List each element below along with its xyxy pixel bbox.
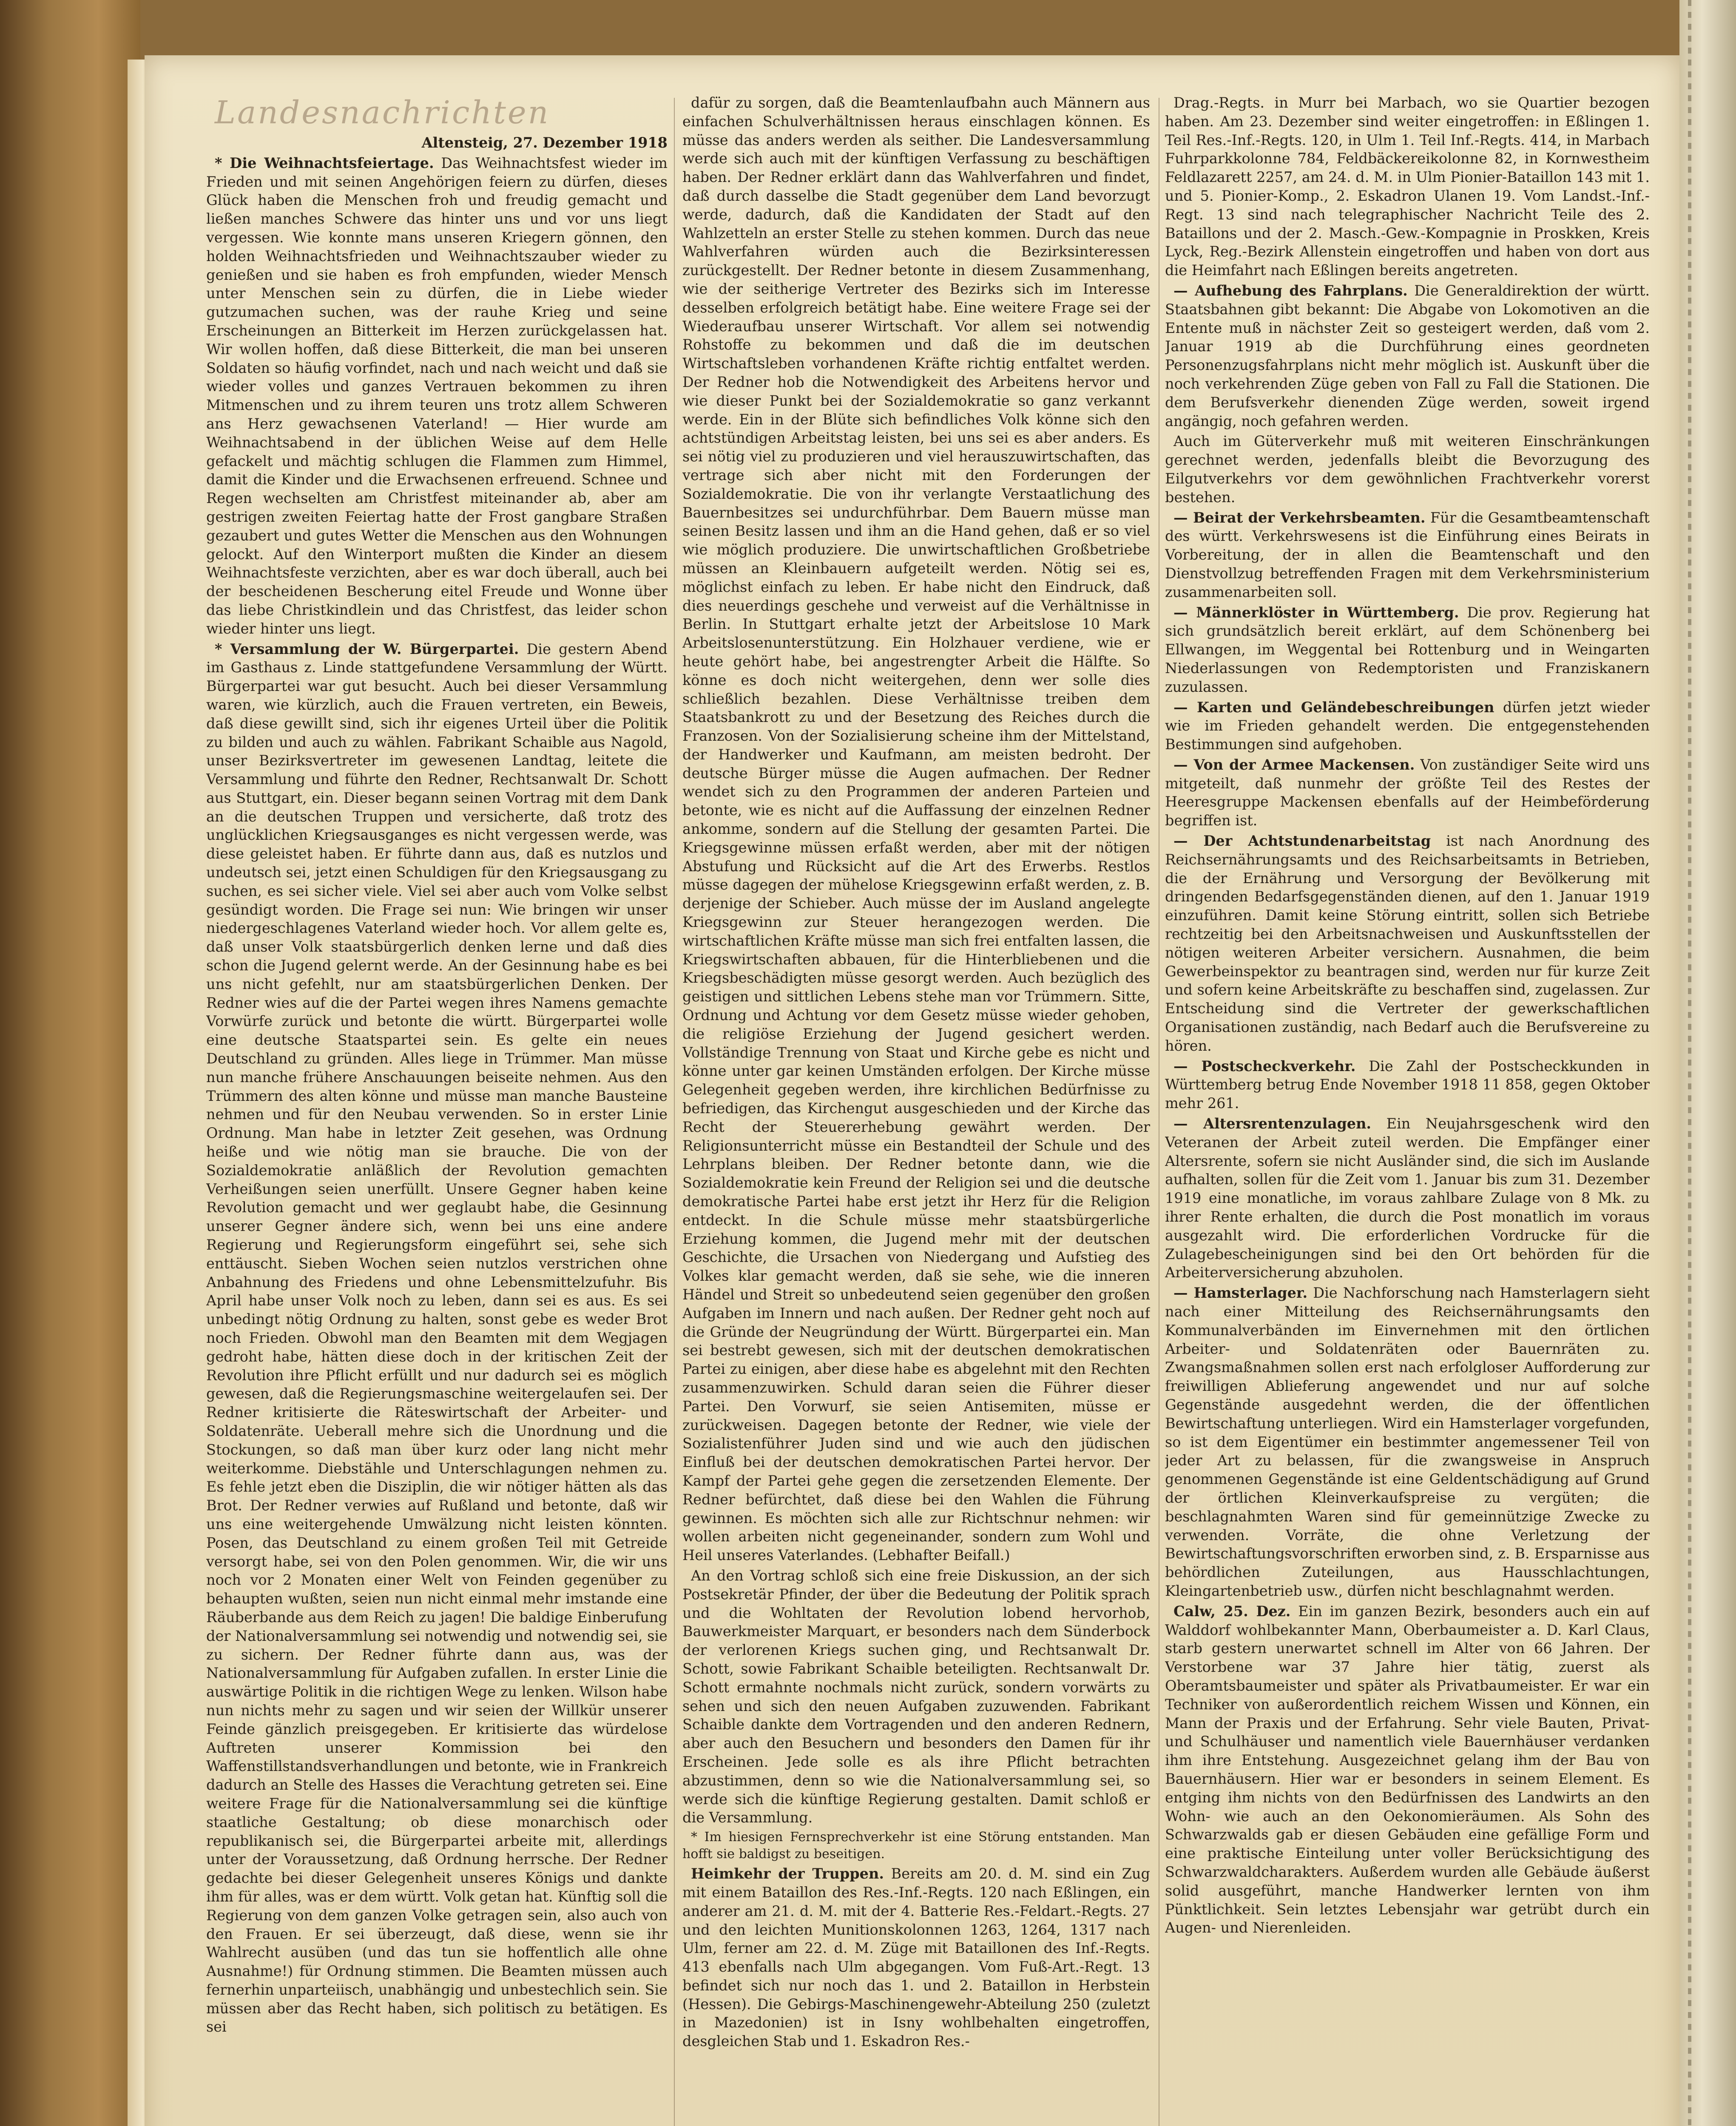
article-calw	[1165, 1602, 1650, 1937]
article-beirat	[1165, 509, 1650, 602]
article-body: dürfen jetzt wieder wie im Frieden gehandelt werden. Die entgegenstehenden Bestimmungen sind aufgehoben.	[1165, 699, 1650, 753]
article-body: Für die Gesamtbeamtenschaft des württ. Verkehrswesens ist die Einführung eines Beirats in Vorbereitung, der in allen die Beamtenschaft und den Dienstvollzug betreffenden Fragen mit dem Verkehrsministerium zusammenarbeiten soll.	[1165, 509, 1650, 600]
article-body-continued: Drag.-Regts. in Murr bei Marbach, wo sie Quartier bezogen haben. Am 23. Dezember sind weiter eingetroffen: in Eßlingen 1. Teil Res.-Inf.-Regts. 120, in Ulm 1. Teil Inf.-Regts. 414, in Marbach Fuhrparkkolonne 784, Feldbäckereikolonne 82, in Kornwestheim Feldlazarett 2257, am 24. d. M. in Ulm Pionier-Bataillon 143 mit 1. und 5. Pionier-Komp., 2. Eskadron Ulanen 19. Vom Landst.-Inf.-Regt. 13 sind nach telegraphischer Nachricht Teile des 2. Bataillons und der 2. Masch.-Gew.-Kompagnie in Proskken, Kreis Lyck, Reg.-Bezirk Allenstein eingetroffen und haben von dort aus die Heimfahrt nach Eßlingen bereits angetreten.	[1165, 94, 1650, 279]
article-gueterverkehr: Auch im Güterverkehr muß mit weiteren Einschränkungen gerechnet werden, jedenfalls bleibt die Bevorzugung des Eilgutverkehrs vor dem gewöhnlichen Frachtverkehr vorerst bestehen.	[1165, 433, 1650, 506]
column-1	[206, 94, 668, 2126]
article-heading: — Der Achtstundenarbeitstag	[1173, 833, 1431, 850]
article-body: Die Zahl der Postscheckkunden in Württemberg betrug Ende November 1918 11 858, gegen Oktober mehr 261.	[1165, 1057, 1650, 1112]
column-2	[682, 94, 1150, 2126]
article-heading: — Beirat der Verkehrsbeamten.	[1173, 509, 1426, 526]
article-heading: — Männerklöster in Württemberg.	[1173, 604, 1459, 621]
article-heading: — Karten und Geländebeschreibungen	[1173, 699, 1494, 716]
column-3	[1165, 94, 1650, 2126]
article-body: Die gestern Abend im Gasthaus z. Linde stattgefundene Versammlung der Württ. Bürgerpartei war gut besucht. Auch bei dieser Versammlung waren, wie kürzlich, auch die Frauen vertreten, ein Beweis, daß diese gewillt sind, sich ihr eigenes Urteil über die Politik zu bilden und auch zu wählen. Fabrikant Schaible aus Nagold, unser Bezirksvertreter im gewesenen Landtag, leitete die Versammlung und führte den Redner, Rechtsanwalt Dr. Schott aus Stuttgart, ein. Dieser begann seinen Vortrag mit dem Dank an die deutschen Truppen und versicherte, daß trotz des unglücklichen Kriegsausganges es nicht vergessen werde, was diese geleistet haben. Er führte dann aus, daß es nutzlos und undeutsch sei, jetzt einen Schuldigen für den Kriegsausgang zu suchen, es sei sicher viele. Viel sei aber auch vom Volke selbst gesündigt worden. Die Frage sei nun: Wie bringen wir unser niedergeschlagenes Vaterland wieder hoch. Vor allem gelte es, daß unser Volk staatsbürgerlich denken lerne und daß dies schon die Jugend gelernt werde. An der Gesinnung habe es bei uns nicht gefehlt, nur am staatsbürgerlichen Denken. Der Redner wies auf die der Partei wegen ihres Namens gemachte Vorwürfe zurück und betonte die württ. Bürgerpartei wolle eine deutsche Staatspartei sein. Es gelte ein neues Deutschland zu gründen. Alles liege in Trümmer. Man müsse nun manche frühere Anschauungen beiseite nehmen. Aus den Trümmern des alten könne und müsse man manche Bausteine nehmen und für den Neubau verwenden. So in erster Linie Ordnung. Man habe in letzter Zeit gesehen, was Ordnung heiße und wie nötig man sie brauche. Die von der Sozialdemokratie anläßlich der Revolution gemachten Verheißungen seien unerfüllt. Unsere Gegner haben keine Revolution gemacht und wer geglaubt habe, die Gesinnung unserer Gegner ändere sich, wenn bei uns eine andere Regierung und Regierungsform eingeführt sei, sehe sich enttäuscht. Sieben Wochen seien nutzlos verstrichen ohne Anbahnung des Friedens und ohne Lebensmittelzufuhr. Bis April habe unser Volk noch zu leben, dann sei es aus. Es sei unbedingt nötig Ordnung zu halten, sonst gebe es weder Brot noch Frieden. Obwohl man den Beamten mit dem Wegjagen gedroht habe, hätten diese doch in der kritischen Zeit der Revolution ihre Pflicht erfüllt und nur dadurch sei es möglich gewesen, daß die Regierungsmaschine weitergelaufen sei. Der Redner kritisierte die Räteswirtschaft der Arbeiter- und Soldatenräte. Ueberall mehre sich die Unordnung und die Stockungen, so daß man über kurz oder lang nicht mehr weiterkomme. Diebstähle und Unterschlagungen nehmen zu. Es fehle jetzt eben die Disziplin, die wir nötiger hätten als das Brot. Der Redner verwies auf Rußland und betonte, daß wir uns eine weitergehende Umwälzung nicht leisten könnten. Posen, das Deutschland zu einem großen Teil mit Getreide versorgt habe, sei von den Polen genommen. Wir, die wir uns noch vor 2 Monaten einer Welt von Feinden gegenüber zu behaupten wußten, seien nun nicht einmal mehr imstande eine Räuberbande aus dem Reich zu jagen! Die baldige Einberufung der Nationalversammlung sei notwendig und notwendig sei, sie zu sichern. Der Redner führte dann aus, was der Nationalversammlung für Aufgaben zufallen. In erster Linie die auswärtige Politik in die richtigen Wege zu lenken. Wilson habe nun nichts mehr zu sagen und wir seien der Willkür unserer Feinde gänzlich preisgegeben. Er kritisierte das würdelose Auftreten unserer Kommission bei den Waffenstillstandsverhandlungen und betonte, wie in Frankreich dadurch an Stelle des Hasses die Verachtung getreten sei. Eine weitere Frage für die Nationalversammlung sei die künftige staatliche Gestaltung; ob diese monarchisch oder republikanisch sei, die Bürgerpartei arbeite mit, allerdings unter der Voraussetzung, daß Ordnung herrsche. Der Redner gedachte bei dieser Gelegenheit unseres Königs und dankte ihm für alles, was er dem württ. Volk getan hat. Künftig soll die Regierung von dem ganzen Volke getragen sein, also auch von den Frauen. Er sei überzeugt, daß diese, wenn sie ihr Wahlrecht ausüben (und das tun sie hoffentlich alle ohne Ausnahme!) für Ordnung stimmen. Die Beamten müssen auch fernerhin unparteiisch, unabhängig und unbestechlich sein. Sie müssen aber das Recht haben, sich politisch zu betätigen. Es sei	[206, 640, 668, 2035]
article-heading: * Die Weihnachtsfeiertage.	[215, 154, 434, 171]
article-heading: — Postscheckverkehr.	[1173, 1057, 1356, 1074]
article-achtstundentag	[1165, 832, 1650, 1055]
article-body-continued: dafür zu sorgen, daß die Beamtenlaufbahn auch Männern aus einfachen Schulverhältnissen heraus einschlagen können. Es müsse das anders werden als seither. Die Landesversammlung werde sich auch mit der künftigen Verfassung zu beschäftigen haben. Der Redner erklärt dann das Wahlverfahren und findet, daß durch dasselbe die Stadt gegenüber dem Land bevorzugt werde, dadurch, daß die Kandidaten der Stadt auf den Wahlzetteln an erster Stelle zu stehen kommen. Durch das neue Wahlverfahren würden auch die Bezirksinteressen zurückgestellt. Der Redner betonte in diesem Zusammenhang, wie der seitherige Vertreter des Bezirks sich im Interesse desselben erfolgreich betätigt habe. Eine weitere Frage sei der Wiederaufbau unserer Wirtschaft. Vor allem sei notwendig Rohstoffe zu bekommen und daß die im deutschen Wirtschaftsleben vorhandenen Kräfte richtig entfaltet werden. Der Redner hob die Notwendigkeit des Arbeitens hervor und wie dieser Punkt bei der Sozialdemokratie so ganz verkannt werde. Ein in der Blüte sich befindliches Volk könne sich den achtstündigen Arbeitstag leisten, bei uns sei es aber anders. Es sei nötig viel zu produzieren und viel herauszuwirtschaften, das vertrage sich aber nicht mit den Forderungen der Sozialdemokratie. Die von ihr verlangte Verstaatlichung des Bauernbesitzes sei undurchführbar. Dem Bauern müsse man seinen Besitz lassen und ihm an die Hand gehen, daß er so viel wie möglich produziere. Die unwirtschaftlichen Großbetriebe müssen an Kleinbauern aufgeteilt werden. Nötig sei es, möglichst einfach zu leben. Er habe nicht den Eindruck, daß dies neuerdings geschehe und verweist auf die Verhältnisse in Berlin. In Stuttgart erhalte jetzt der Arbeitslose 10 Mark Arbeitslosenunterstützung. Ein Holzhauer verdiene, wie er heute gehört habe, bei angestrengter Arbeit die Hälfte. So könne es doch nicht weitergehen, denn wer solle dies schließlich bezahlen. Diese Verhältnisse treiben dem Staatsbankrott zu und der Besetzung des Reiches durch die Franzosen. Von der Sozialisierung scheine ihm der Mittelstand, der Handwerker und Kaufmann, am meisten bedroht. Der deutsche Bürger müsse die Augen aufmachen. Der Redner wendet sich zu den Programmen der anderen Parteien und betonte, wie es nicht auf die Auffassung der einzelnen Redner ankomme, sondern auf die Stellung der gesamten Partei. Die Kriegsgewinne müssen erfaßt werden, aber mit der nötigen Abstufung und Rücksicht auf die Art des Erwerbs. Restlos müsse dagegen der mühelose Kriegsgewinn erfaßt werden, z. B. derjenige der Schieber. Auch müsse der im Ausland angelegte Kriegsgewinn zur Steuer herangezogen werden. Die wirtschaftlichen Kräfte müsse man sich frei entfalten lassen, die Kriegswirtschaften abbauen, für die Hinterbliebenen und die Kriegsbeschädigten müsse gesorgt werden. Auch bezüglich des geistigen und sittlichen Lebens stehe man vor Trümmern. Sitte, Ordnung und Achtung vor dem Gesetz müsse wieder gehoben, die religiöse Erziehung der Jugend gesichert werden. Vollständige Trennung von Staat und Kirche gebe es nicht und könne unter gar keinen Umständen erfolgen. Der Kirche müsse Gelegenheit gegeben werden, ihre kirchlichen Bedürfnisse zu befriedigen, das Kirchengut ausgeschieden und der Kirche das Recht der Steuererhebung gewährt werden. Der Religionsunterricht müsse ein Bestandteil der Schule und des Lehrplans bleiben. Der Redner betonte dann, wie die Sozialdemokratie kein Freund der Religion sei und die deutsche demokratische Partei habe erst jetzt ihr Herz für die Religion entdeckt. In die Schule müsse mehr staatsbürgerliche Erziehung kommen, die Jugend mehr mit der deutschen Geschichte, die Ursachen von Niedergang und Aufstieg des Volkes klar gemacht werden, daß sie sehe, wie die inneren Händel und Streit so unbedeutend seien gegenüber den großen Aufgaben im Innern und nach außen. Der Redner geht noch auf die Gründe der Neugründung der Württ. Bürgerpartei ein. Man sei bestrebt gewesen, sich mit der deutschen demokratischen Partei zu einigen, aber diese habe es abgelehnt mit den Rechten zusammenzuwirken. Schuld daran seien die Führer dieser Partei. Den Vorwurf, sie seien Antisemiten, müsse er zurückweisen. Dagegen betonte der Redner, wie viele der Sozialistenführer Juden sind und wie auch den jüdischen Einfluß bei der deutschen demokratischen Partei hervor. Der Kampf der Partei gehe gegen die zersetzenden Elemente. Der Redner befürchtet, daß diese bei den Wahlen die Führung gewinnen. Es möchten sich alle zur Richtschnur nehmen: wir wollen arbeiten nicht gegeneinander, sondern zum Wohl und Heil unseres Vaterlandes. (Lebhafter Beifall.)	[682, 94, 1150, 1564]
column-rule	[674, 98, 675, 2126]
article-body: Die Generaldirektion der württ. Staatsbahnen gibt bekannt: Die Abgabe von Lokomotiven an die Entente muß in nächster Zeit so gesteigert werden, daß vom 2. Januar 1919 ab die Durchführung eines geordneten Personenzugsfahrplans nicht mehr möglich ist. Auskunft über die noch verkehrenden Züge geben von Fall zu Fall die Stationen. Die dem Berufsverkehr dienenden Züge werden, soweit irgend angängig, noch gefahren werden.	[1165, 282, 1650, 429]
article-heimkehr	[682, 1865, 1150, 2051]
article-fahrplan	[1165, 281, 1650, 430]
article-body: ist nach Anordnung des Reichsernährungsamts und des Reichsarbeitsamts in Betrieben, die der Ernährung und Versorgung der Bevölkerung mit dringenden Bedarfsgegenständen dienen, auf den 1. Januar 1919 einzuführen. Damit keine Störung eintritt, sollen sich Betriebe rechtzeitig bei den Arbeitsnachweisen und Auskunftsstellen der nötigen weiteren Arbeiter versichern. Ausnahmen, die beim Gewerbeinspektor zu beantragen sind, werden nur für kurze Zeit und sofern keine Arbeitskräfte zu beschaffen sind, zugelassen. Zur Entscheidung sind die Vertreter der gewerkschaftlichen Organisationen zuständig, nach Bedarf auch die Berufsvereine zu hören.	[1165, 833, 1650, 1054]
article-mackensen	[1165, 756, 1650, 830]
binding-edge	[1679, 0, 1736, 2126]
notice-fernsprechverkehr: * Im hiesigen Fernsprechverkehr ist eine Störung entstanden. Man hofft sie baldigst zu beseitigen.	[682, 1830, 1150, 1862]
article-heading: — Hamsterlager.	[1173, 1285, 1308, 1302]
article-body: Die prov. Regierung hat sich grundsätzlich bereit erklärt, auf dem Schönenberg bei Ellwangen, im Weggental bei Rottenburg und in Weingarten Niederlassungen von Redemptoristen und Franziskanern zuzulassen.	[1165, 604, 1650, 695]
article-body: Die Nachforschung nach Hamsterlagern sieht nach einer Mitteilung des Reichsernährungsamts den Kommunalverbänden im Einvernehmen mit den örtlichen Arbeiter- und Soldatenräten oder Bauernräten zu. Zwangsmaßnahmen sollen erst nach erfolgloser Aufforderung zur freiwilligen Ablieferung angewendet und nur auf solche Gegenstände ausgedehnt werden, die der öffentlichen Bewirtschaftung unterliegen. Wird ein Hamsterlager vorgefunden, so ist dem Eigentümer ein bestimmter angemessener Teil von jeder Art zu belassen, für die zwangsweise in Anspruch genommenen Gegenstände ist eine Geldentschädigung auf Grund der örtlichen Kleinverkaufspreise zu vergüten; die beschlagnahmten Waren sind für gemeinnützige Zwecke zu verwenden. Vorräte, die ohne Verletzung der Bewirtschaftungsvorschriften erworben sind, z. B. Ersparnisse aus behördlichen Zuteilungen, aus Hausschlachtungen, Kleingartenbetrieb usw., dürfen nicht beschlagnahmt werden.	[1165, 1285, 1650, 1599]
article-body: Ein Neujahrsgeschenk wird den Veteranen der Arbeit zuteil werden. Die Empfänger einer Altersrente, sofern sie nicht Ausländer sind, die sich im Auslande aufhalten, sollen für die Zeit vom 1. Januar bis zum 31. Dezember 1919 eine monatliche, im voraus zahlbare Zulage von 8 Mk. zu ihrer Rente erhalten, die durch die Post monatlich im voraus ausgezahlt wird. Die erforderlichen Vordrucke für die Zulagebescheinigungen sind bei den Ort behörden für die Arbeiterversicherung abzuholen.	[1165, 1115, 1650, 1281]
article-maennerkloester	[1165, 603, 1650, 696]
article-heading: Calw, 25. Dez.	[1173, 1603, 1291, 1620]
article-heading: * Versammlung der W. Bürgerpartei.	[215, 640, 519, 657]
article-hamsterlager	[1165, 1284, 1650, 1600]
article-heading: — Von der Armee Mackensen.	[1173, 756, 1415, 773]
dateline: Altensteig, 27. Dezember 1918	[421, 134, 668, 151]
article-postscheck	[1165, 1057, 1650, 1113]
article-heading: Heimkehr der Truppen.	[691, 1865, 884, 1882]
article-discussion: An den Vortrag schloß sich eine freie Diskussion, an der sich Postsekretär Pfinder, der über die Bedeutung der Politik sprach und die Wohltaten der Revolution lobend hervorhob, Bauwerkmeister Marquart, er besonders nach dem Sünderbock der verlorenen Kriegs suchen ging, und Rechtsanwalt Dr. Schott, sowie Fabrikant Schaible beteiligten. Rechtsanwalt Dr. Schott ermahnte nochmals nicht zurück, sondern vorwärts zu sehen und sich den neuen Aufgaben zuzuwenden. Fabrikant Schaible dankte dem Vortragenden und den anderen Rednern, aber auch den Besuchern und besonders den Damen für ihr Erscheinen. Jede solle es als ihre Pflicht betrachten abzustimmen, denn so wie die Nationalversammlung sei, so werde sich die künftige Regierung gestalten. Damit schloß er die Versammlung.	[682, 1567, 1150, 1826]
book-spine	[0, 0, 140, 2126]
article-altersrente	[1165, 1114, 1650, 1282]
article-body: Von zuständiger Seite wird uns mitgeteilt, daß nunmehr der größte Teil des Restes der Heeresgruppe Mackensen ebenfalls auf der Heimbeförderung begriffen ist.	[1165, 756, 1650, 829]
article-weihnachtsfeiertage	[206, 154, 668, 638]
section-masthead: Landesnachrichten	[215, 94, 550, 131]
article-body: Das Weihnachtsfest wieder im Frieden und mit seinen Angehörigen feiern zu dürfen, dieses Glück haben die Menschen froh und freudig gemacht und ließen manches Schwere das hinter uns und vor uns liegt vergessen. Wie konnte mans unseren Kriegern gönnen, den holden Weihnachtsfrieden und Weihnachtszauber wieder zu genießen und sie haben es froh empfunden, wieder Mensch unter Menschen sein zu dürfen, die in Liebe wieder gutzumachen suchen, was der rauhe Krieg und seine Erscheinungen an Bitterkeit im Herzen zurückgelassen hat. Wir wollen hoffen, daß diese Bitterkeit, die man bei unseren Soldaten so häufig vorfindet, nach und nach weicht und daß sie wieder volles und ganzes Vertrauen bekommen zu ihren Mitmenschen und zu ihrem teuren uns trotz allem Schweren ans Herz gewachsenen Vaterland! — Hier wurde am Weihnachtsabend in der üblichen Weise auf dem Helle gefackelt und mächtig schlugen die Flammen zum Himmel, damit die Kinder und die Erwachsenen erfreuend. Schnee und Regen wechselten am Christfest miteinander ab, aber am gestrigen zweiten Feiertag hatte der Frost gangbare Straßen gezaubert und gutes Wetter die Menschen aus den Wohnungen gelockt. Auf den Winterport mußten die Kinder an diesem Weihnachtsfeste verzichten, aber es war doch überall, auch bei der bescheidenen Bescherung eitel Freude und Wonne über das liebe Christkindlein und das Christfest, das leider schon wieder hinter uns liegt.	[206, 154, 668, 637]
article-body: Ein im ganzen Bezirk, besonders auch ein auf Walddorf wohlbekannter Mann, Oberbaumeister a. D. Karl Claus, starb gestern unerwartet schnell im Alter von 66 Jahren. Der Verstorbene war 37 Jahre hier tätig, zuerst als Oberamtsbaumeister und später als Privatbaumeister. Er war ein Techniker von außerordentlich reichem Wissen und Können, ein Mann der Praxis und der Erfahrung. Sehr viele Bauten, Privat- und Schulhäuser und namentlich viele Bauernhäuser verdanken ihm ihre Entstehung. Ausgezeichnet gelang ihm der Bau von Bauernhäusern. Hier war er besonders in seinem Element. Es entging ihm nichts von den Bedürfnissen des Landwirts an den Wohn- wie auch an den Oekonomieräumen. Als Sohn des Schwarzwalds gab er diesen Gebäuden eine gefällige Form und eine praktische Einteilung unter voller Berücksichtigung des Schwarzwaldcharakters. Außerdem wurden alle Gebäude äußerst solid ausgeführt, manche Handwerker lernten von ihm Pünktlichkeit. Sein letztes Lebensjahr war getrübt durch ein Augen- und Nierenleiden.	[1165, 1603, 1650, 1936]
article-body: Bereits am 20. d. M. sind ein Zug mit einem Bataillon des Res.-Inf.-Regts. 120 nach Eßlingen, ein anderer am 21. d. M. mit der 4. Batterie Res.-Feldart.-Regts. 27 und den leichten Munitionskolonnen 1263, 1264, 1317 nach Ulm, ferner am 22. d. M. Züge mit Bataillonen des Inf.-Regts. 413 ebenfalls nach Ulm abgegangen. Vom Fuß-Art.-Regt. 13 befindet sich nur noch das 1. und 2. Bataillon in Herbstein (Hessen). Die Gebirgs-Maschinengewehr-Abteilung 250 (zuletzt in Mazedonien) ist in Isny wohlbehalten eingetroffen, desgleichen Stab und 1. Eskadron Res.-	[682, 1865, 1150, 2050]
article-heading: — Aufhebung des Fahrplans.	[1173, 282, 1408, 299]
newspaper-page	[145, 55, 1679, 2126]
article-heading: — Altersrentenzulagen.	[1173, 1115, 1372, 1132]
article-buergerpartei	[206, 640, 668, 2037]
article-karten	[1165, 698, 1650, 754]
